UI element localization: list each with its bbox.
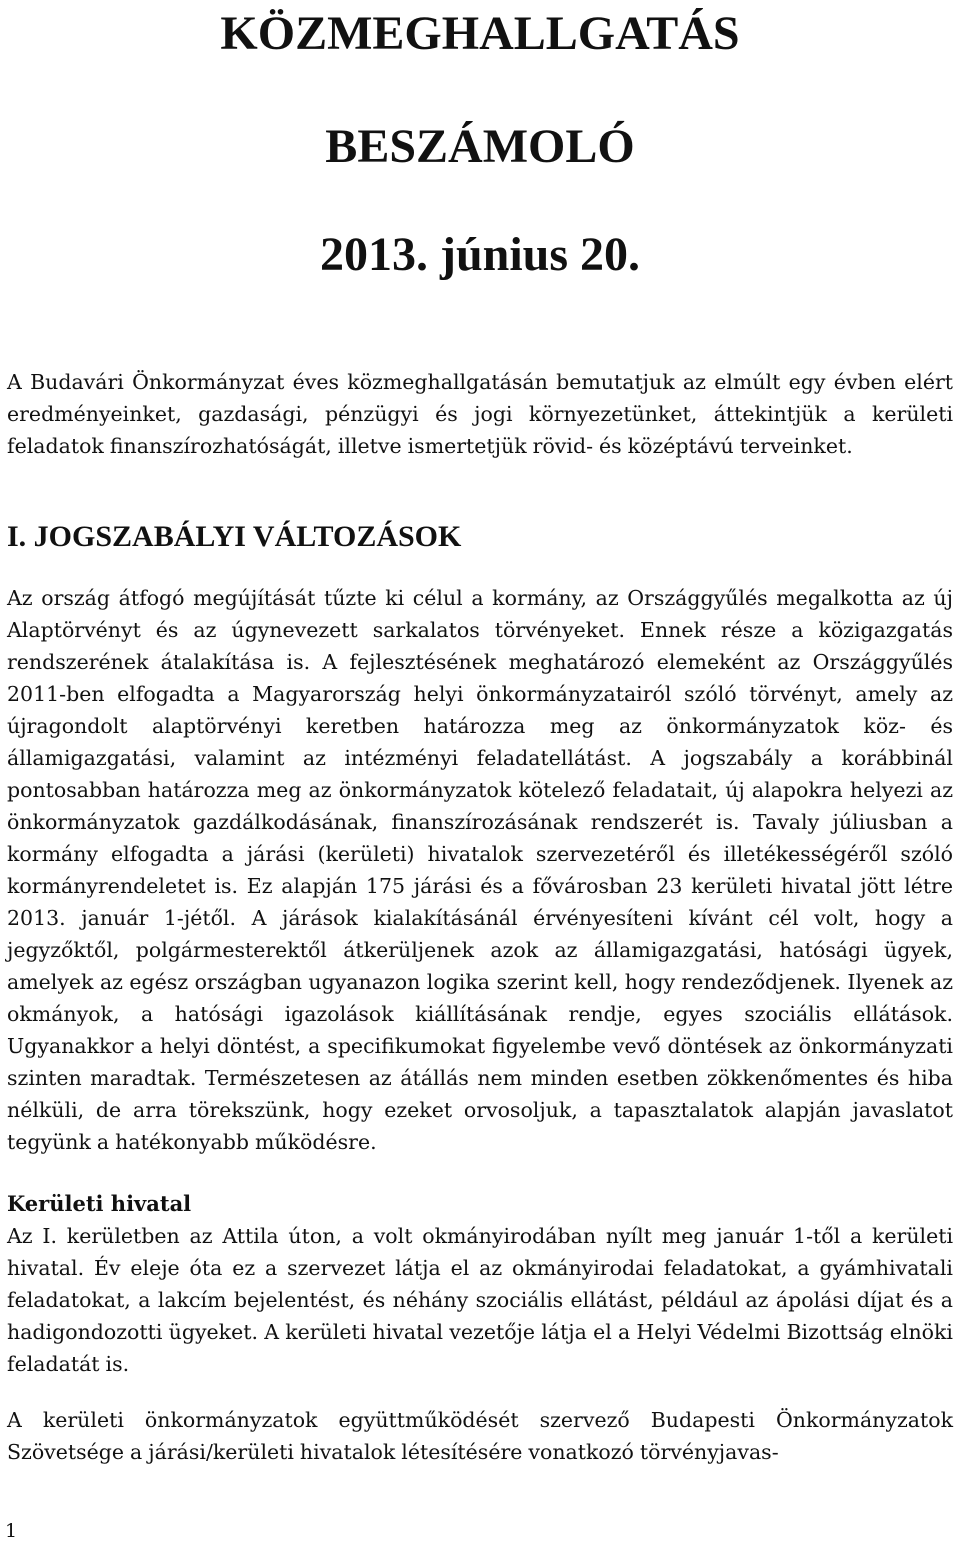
page-number: 1 <box>5 1520 18 1542</box>
closing-paragraph: A kerületi önkormányzatok együttműködését szervező Budapesti Önkormányzatok Szövetsége a járási/kerületi hivatalok létesítésére vonatkozó törvényjavas- <box>7 1408 953 1464</box>
intro-paragraph: A Budavári Önkormányzat éves közmeghallgatásán bemutatjuk az elmúlt egy évben elért eredményeinket, gazdasági, pénzügyi és jogi környezetünket, áttekintjük a kerületi feladatok finanszírozhatóságát, illetve ismertetjük rövid- és középtávú terveinket. <box>7 370 953 458</box>
subsection-heading-keruleti-hivatal: Kerületi hivatal <box>7 1191 192 1216</box>
document-title: KÖZMEGHALLGATÁS <box>220 7 740 60</box>
section-body-paragraph: Az ország átfogó megújítását tűzte ki célul a kormány, az Országgyűlés megalkotta az új Alaptörvényt és az úgynevezett sarkalatos törvényeket. Ennek része a közigazgatás rendszerének átalakítása is. A fejlesztésének meghatározó elemeként az Országgyűlés 2011-ben elfogadta a Magyarország helyi önkormányzatairól szóló törvényt, amely az újragondolt alaptörvényi keretben határozza meg az önkormányzatok köz- és államigazgatási, valamint az intézményi feladatellátást. A jogszabály a korábbinál pontosabban határozza meg az önkormányzatok kötelező feladatait, új alapokra helyezi az önkormányzatok gazdálkodásának, finanszírozásának rendszerét is. Tavaly júliusban a kormány elfogadta a járási (kerületi) hivatalok szervezetéről és illetékességéről szóló kormányrendeletet is. Ez alapján 175 járási és a fővárosban 23 kerületi hivatal jött létre 2013. január 1-jétől. A járások kialakításánál érvényesíteni kívánt cél volt, hogy a jegyzőktől, polgármesterektől átkerüljenek azok az államigazgatási, hatósági ügyek, amelyek az egész országban ugyanazon logika szerint kell, hogy rendeződjenek. Ilyenek az okmányok, a hatósági igazolások kiállításának rendje, egyes szociális ellátások. Ugyanakkor a helyi döntést, a specifikumokat figyelembe vevő döntések az önkormányzati szinten maradtak. Természetesen az átállás nem minden esetben zökkenőmentes és hiba nélküli, de arra törekszünk, hogy ezeket orvosoljuk, a tapasztalatok alapján javaslatot tegyünk a hatékonyabb működésre. <box>7 586 953 1154</box>
document-subtitle: BESZÁMOLÓ <box>325 120 635 173</box>
document-date: 2013. június 20. <box>319 228 641 281</box>
section-heading-jogszabalyi-valtozasok: I. JOGSZABÁLYI VÁLTOZÁSOK <box>7 520 462 553</box>
subsection-body-paragraph: Az I. kerületben az Attila úton, a volt okmányirodában nyílt meg január 1-től a kerületi hivatal. Év eleje óta ez a szervezet látja el az okmányirodai feladatokat, a gyámhivatali feladatokat, a lakcím bejelentést, és néhány szociális ellátást, például az ápolási díjat és a hadigondozotti ügyeket. A kerületi hivatal vezetője látja el a Helyi Védelmi Bizottság elnöki feladatát is. <box>7 1224 953 1376</box>
